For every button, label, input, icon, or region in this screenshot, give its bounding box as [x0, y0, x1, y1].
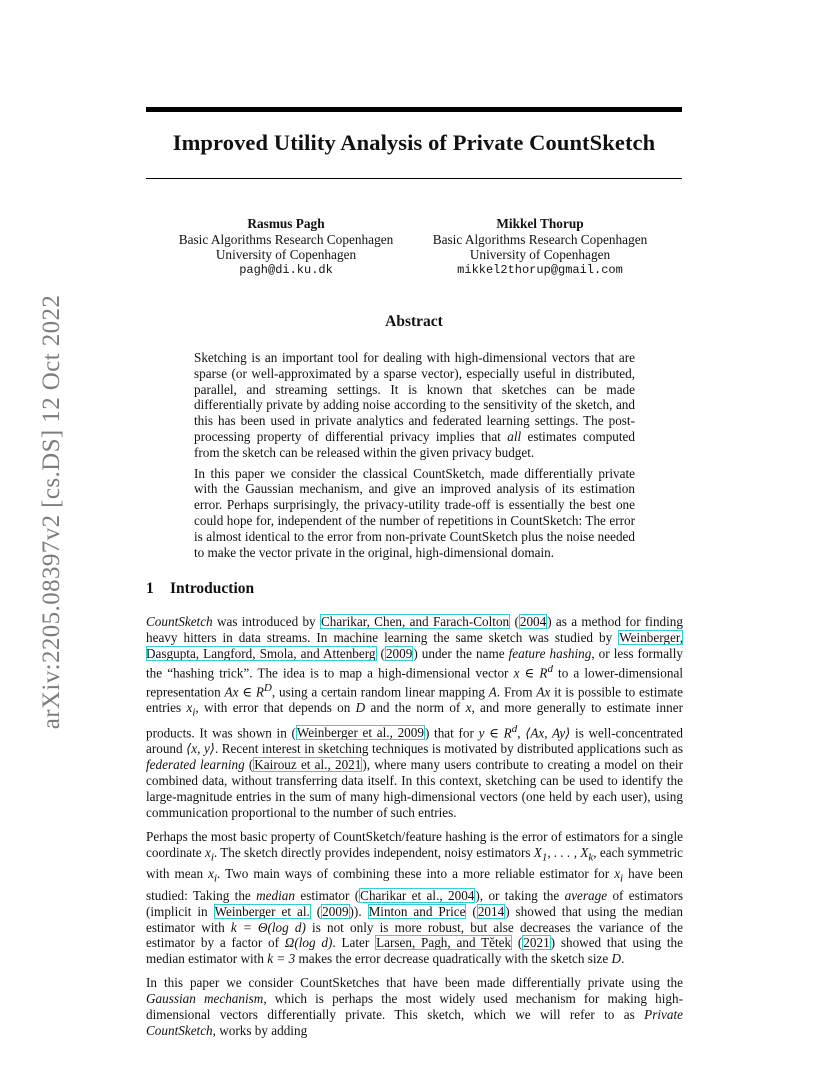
citation-year-link[interactable]: 2009 [322, 903, 349, 919]
paper-title: Improved Utility Analysis of Private CountSketch [172, 130, 656, 155]
body-paragraph-2: Perhaps the most basic property of CountSketch/feature hashing is the error of estimators for a single coordinate $x_i$. The sketch directly provides independent, noisy estimators $X_1$, . . . , $X_k$, each symmetric with mean $x_i$. Two main ways of combining these into a more reliable estimator for $x_i$ have been studied: Taking the median estimator (Charikar et al., 2004), or taking the average of estimators (implicit in Weinberger et al. (2009)). Minton and Price (2014) showed that using the median estimator with k = Θ(log d) is not only is more robust, but alse decreases the variance of the estimator by a factor of Ω(log d). Later Larsen, Pagh, and Tětek (2021) showed that using the median estimator with k = 3 makes the error decrease quadratically with the sketch size D. [146, 828, 684, 967]
abstract-body [194, 350, 635, 565]
author-email: mikkel2thorup@gmail.com [457, 262, 623, 277]
citation-link[interactable]: Charikar, Chen, and Farach-Colton [320, 614, 510, 629]
citation-year-link[interactable]: 2009 [385, 645, 413, 661]
author-affiliation: Basic Algorithms Research Copenhagen [432, 231, 648, 247]
citation-link[interactable]: Weinberger et al. [214, 903, 310, 919]
author-block-2 [420, 216, 660, 278]
citation-link[interactable]: Weinberger et al., 2009 [296, 725, 424, 741]
author-email: pagh@di.ku.dk [239, 262, 333, 277]
body-paragraph-1: CountSketch was introduced by Charikar, Chen, and Farach-Colton (2004) as a method for finding heavy hitters in data streams. In machine learning the same sketch was studied by Weinberger, Dasgupta, Langford, Smola, and Attenberg (2009) under the name feature hashing, or less formally the “hashing trick”. The idea is to map a high-dimensional vector x ∈ $R^d$ to a lower-dimensional representation Ax ∈ $R^D$, using a certain random linear mapping A. From Ax it is possible to estimate entries $x_i$, with error that depends on D and the norm of x, and more generally to estimate inner products. It was shown in (Weinberger et al., 2009) that for y ∈ $R^d$, ⟨Ax, Ay⟩ is well-concentrated around ⟨x, y⟩. Recent interest in sketching techniques is motivated by distributed applications such as federated learning (Kairouz et al., 2021), where many users contribute to creating a model on their combined data, without transferring data itself. In this context, sketching can be used to identify the large-magnitude entries in the sum of many high-dimensional vectors (one held by each user), using communication proportional to the number of such entries. [146, 614, 684, 820]
top-rule [146, 107, 682, 112]
section-title: Introduction [170, 580, 255, 597]
author-name: Mikkel Thorup [496, 216, 584, 231]
section-heading [146, 580, 254, 598]
author-block-1 [166, 216, 406, 278]
citation-year-link[interactable]: 2014 [477, 903, 505, 919]
author-affiliation: Basic Algorithms Research Copenhagen [178, 231, 394, 247]
abstract-paragraph-1: Sketching is an important tool for dealing with high-dimensional vectors that are sparse (or well-approximated by a sparse vector), especially useful in distributed, parallel, and streaming settings. It is known that sketches can be made differentially private by adding noise according to the sensitivity of the sketch, and this has been used in private analytics and federated learning settings. The post-processing property of differential privacy implies that all estimates computed from the sketch can be released within the given privacy budget. [194, 350, 635, 460]
abstract-heading: Abstract [385, 313, 443, 330]
citation-year-link[interactable]: 2021 [523, 935, 550, 951]
body-paragraph-3: In this paper we consider CountSketches that have been made differentially private using the Gaussian mechanism, which is perhaps the most widely used mechanism for making high-dimensional vectors differentially private. This sketch, which we will refer to as Private CountSketch, works by adding [146, 975, 683, 1038]
citation-link[interactable]: Kairouz et al., 2021 [254, 757, 362, 773]
citation-year-link[interactable]: 2004 [519, 614, 547, 629]
citation-link[interactable]: Charikar et al., 2004 [360, 887, 475, 903]
citation-link[interactable]: Minton and Price [368, 903, 466, 919]
abstract-paragraph-2: In this paper we consider the classical CountSketch, made differentially private with the Gaussian mechanism, and give an improved analysis of its estimation error. Perhaps surprisingly, the privacy-utility trade-off is essentially the best one could hope for, independent of the number of repetitions in CountSketch: The error is almost identical to the error from non-private CountSketch plus the noise needed to make the vector private in the original, high-dimensional domain. [194, 465, 635, 560]
arxiv-side-identifier [32, 292, 72, 732]
author-institution: University of Copenhagen [215, 247, 357, 262]
citation-link[interactable]: Weinberger, Dasgupta, Langford, Smola, and Attenberg [146, 629, 683, 661]
author-institution: University of Copenhagen [469, 247, 611, 262]
citation-link[interactable]: Larsen, Pagh, and Tětek [376, 935, 512, 951]
section-number: 1 [146, 580, 154, 597]
section-body [146, 614, 683, 1047]
author-name: Rasmus Pagh [247, 216, 325, 231]
title-rule [146, 178, 682, 179]
arxiv-identifier-text: arXiv:2205.08397v2 [cs.DS] 12 Oct 2022 [38, 294, 65, 730]
